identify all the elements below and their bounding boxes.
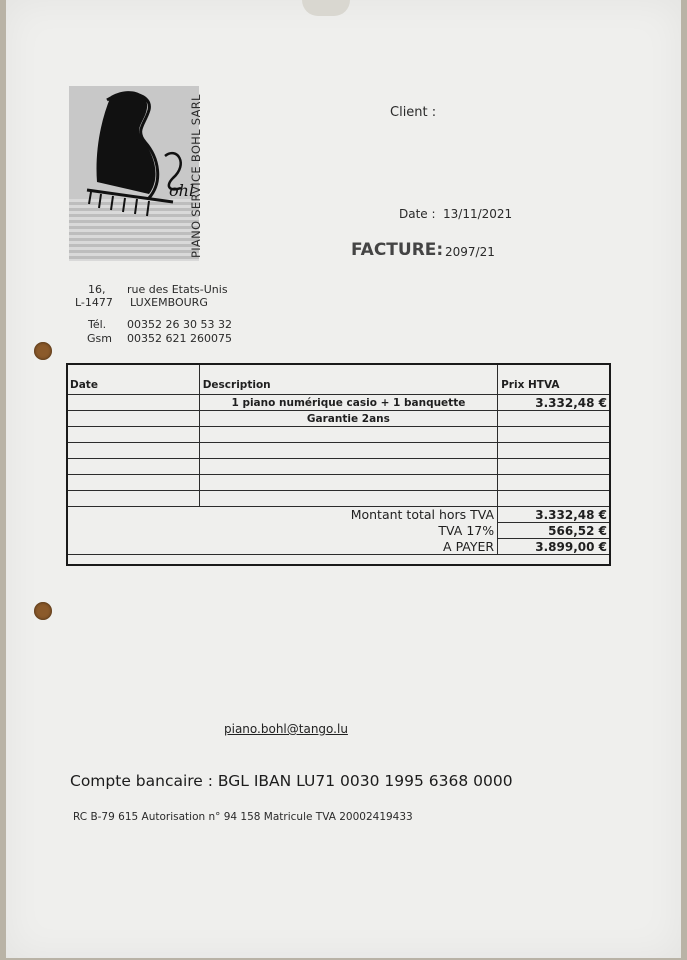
gsm-value: 00352 621 260075 xyxy=(127,332,232,345)
tel-label: Tél. xyxy=(88,318,107,331)
row-date xyxy=(67,475,200,491)
table-row xyxy=(67,459,611,475)
total-ht-value: 3.332,48 € xyxy=(498,507,611,523)
row-description xyxy=(199,459,497,475)
company-logo xyxy=(69,86,199,261)
row-date xyxy=(67,427,200,443)
row-price xyxy=(498,443,611,459)
email-link[interactable]: piano.bohl@tango.lu xyxy=(224,722,348,736)
paper-notch xyxy=(302,0,350,16)
row-date xyxy=(67,459,200,475)
total-row xyxy=(67,507,611,523)
table-row xyxy=(67,411,611,427)
row-price xyxy=(498,491,611,507)
a-payer-label: A PAYER xyxy=(67,539,498,555)
row-description xyxy=(199,491,497,507)
table-row xyxy=(67,427,611,443)
city: LUXEMBOURG xyxy=(130,296,208,309)
row-price xyxy=(498,427,611,443)
row-date xyxy=(67,443,200,459)
email-link-wrap xyxy=(224,722,348,736)
row-price xyxy=(498,411,611,427)
row-price xyxy=(498,459,611,475)
table-row xyxy=(67,475,611,491)
row-date xyxy=(67,395,200,411)
total-ht-label: Montant total hors TVA xyxy=(67,507,498,523)
row-description xyxy=(199,475,497,491)
address-street: rue des Etats-Unis xyxy=(127,283,228,296)
table-row xyxy=(67,443,611,459)
piano-logo-icon xyxy=(69,86,199,261)
date-value: 13/11/2021 xyxy=(443,207,513,221)
tva-label: TVA 17% xyxy=(438,523,495,538)
client-label: Client : xyxy=(390,105,437,120)
header-price: Prix HTVA xyxy=(498,364,611,395)
total-row xyxy=(67,539,611,555)
facture-number: 2097/21 xyxy=(445,245,495,259)
row-description xyxy=(199,443,497,459)
facture-label: FACTURE: xyxy=(351,240,444,260)
tel-value: 00352 26 30 53 32 xyxy=(127,318,232,331)
date-label: Date : xyxy=(399,207,436,221)
postal-code: L-1477 xyxy=(75,296,113,309)
row-date xyxy=(67,491,200,507)
header-date: Date xyxy=(67,364,200,395)
punch-hole-top xyxy=(34,342,52,360)
row-description: Garantie 2ans xyxy=(199,411,497,427)
tva-value: 566,52 € xyxy=(498,523,611,539)
a-payer-value: 3.899,00 € xyxy=(498,539,611,555)
table-row xyxy=(67,491,611,507)
table-header-row xyxy=(67,364,611,395)
address-number: 16, xyxy=(88,283,106,296)
row-date xyxy=(67,411,200,427)
logo-script-text: ohl xyxy=(169,181,195,200)
invoice-table xyxy=(66,363,611,555)
table-row xyxy=(67,395,611,411)
total-row xyxy=(67,523,611,539)
header-description: Description xyxy=(199,364,497,395)
row-description xyxy=(199,427,497,443)
row-description: 1 piano numérique casio + 1 banquette xyxy=(199,395,497,411)
bank-account: Compte bancaire : BGL IBAN LU71 0030 1995 6368 0000 xyxy=(70,772,513,790)
registry-info: RC B-79 615 Autorisation n° 94 158 Matricule TVA 20002419433 xyxy=(73,811,413,823)
company-name-vertical: PIANO SERVICE BOHL SARL xyxy=(189,94,203,258)
gsm-label: Gsm xyxy=(87,332,112,345)
row-price xyxy=(498,475,611,491)
punch-hole-bottom xyxy=(34,602,52,620)
row-price: 3.332,48 € xyxy=(498,395,611,411)
